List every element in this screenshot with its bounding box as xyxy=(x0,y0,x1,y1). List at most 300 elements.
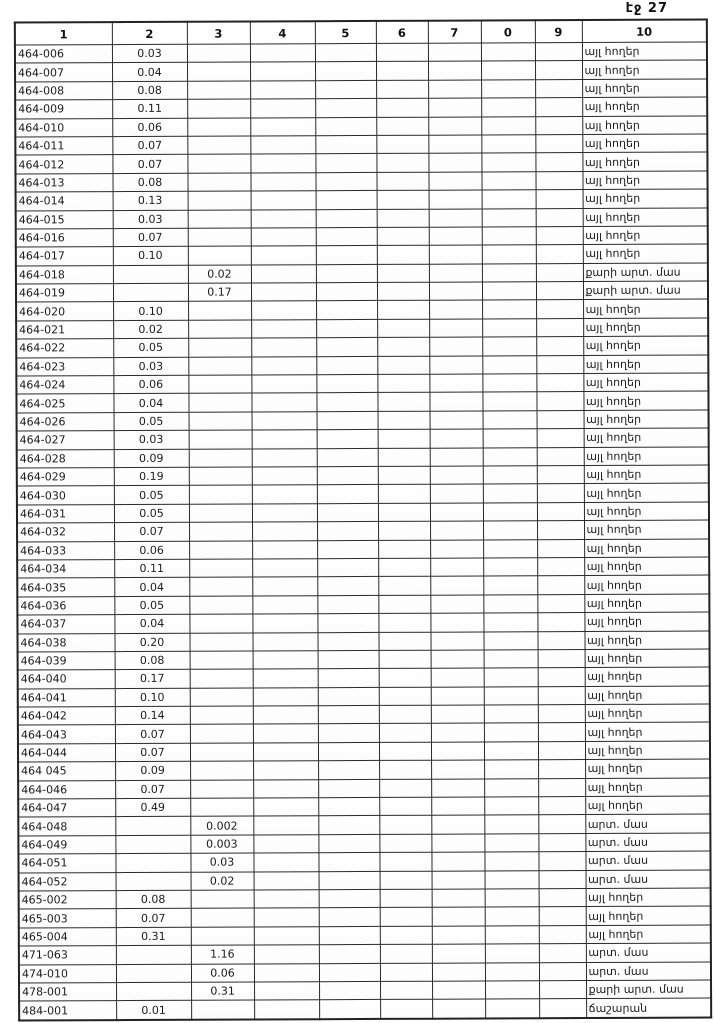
cell-empty-col8 xyxy=(483,539,537,558)
cell-area-col3 xyxy=(190,669,253,688)
cell-code: 464-041 xyxy=(18,688,115,707)
cell-empty-col8 xyxy=(481,43,535,62)
cell-empty-col7 xyxy=(431,668,484,687)
cell-empty-col8 xyxy=(483,466,537,485)
header-cell-col6: 6 xyxy=(376,21,428,44)
cell-note: այլ հողեր xyxy=(583,355,708,374)
cell-area-col3: 0.03 xyxy=(190,853,253,872)
cell-empty-col8 xyxy=(485,925,539,944)
cell-empty-col9 xyxy=(535,171,582,190)
cell-empty-col6 xyxy=(378,503,430,522)
cell-empty-col5 xyxy=(317,632,378,651)
cell-empty-col6 xyxy=(380,944,432,963)
cell-empty-col6 xyxy=(379,852,431,871)
cell-empty-col4 xyxy=(253,816,318,835)
cell-empty-col8 xyxy=(484,815,538,834)
cell-note: արտ. մաս xyxy=(586,943,711,962)
cell-empty-col8 xyxy=(483,558,537,577)
cell-empty-col9 xyxy=(536,263,583,282)
cell-empty-col8 xyxy=(482,263,536,282)
cell-empty-col4 xyxy=(251,356,316,375)
cell-area-col2 xyxy=(116,964,191,983)
cell-area-col3 xyxy=(187,173,250,192)
cell-empty-col7 xyxy=(429,392,482,411)
cell-area-col3 xyxy=(189,504,252,523)
cell-empty-col6 xyxy=(378,429,430,448)
cell-empty-col9 xyxy=(535,43,582,62)
cell-note: այլ հողեր xyxy=(584,447,709,466)
cell-empty-col5 xyxy=(316,319,377,338)
cell-empty-col6 xyxy=(379,705,431,724)
cell-empty-col9 xyxy=(536,226,583,245)
cell-empty-col6 xyxy=(377,301,429,320)
cell-empty-col8 xyxy=(484,705,538,724)
cell-area-col3 xyxy=(189,467,252,486)
cell-empty-col9 xyxy=(536,374,583,393)
cell-empty-col8 xyxy=(484,760,538,779)
cell-empty-col7 xyxy=(431,815,484,834)
cell-area-col2: 0.04 xyxy=(112,63,187,82)
cell-empty-col8 xyxy=(482,208,536,227)
cell-empty-col5 xyxy=(315,80,376,99)
cell-empty-col9 xyxy=(537,484,584,503)
cell-empty-col7 xyxy=(429,337,482,356)
cell-empty-col9 xyxy=(539,907,586,926)
cell-empty-col8 xyxy=(484,778,538,797)
cell-empty-col6 xyxy=(377,227,429,246)
cell-empty-col4 xyxy=(253,853,318,872)
cell-empty-col5 xyxy=(316,191,377,210)
cell-empty-col8 xyxy=(483,429,537,448)
cell-code: 464-036 xyxy=(17,596,114,615)
cell-empty-col9 xyxy=(535,79,582,98)
cell-note: այլ հողեր xyxy=(586,925,711,944)
cell-empty-col7 xyxy=(428,98,481,117)
cell-area-col3 xyxy=(188,357,251,376)
cell-code: 464-039 xyxy=(18,651,115,670)
cell-empty-col8 xyxy=(483,521,537,540)
cell-note: այլ հողեր xyxy=(582,152,707,171)
cell-empty-col7 xyxy=(428,172,481,191)
cell-area-col2: 0.20 xyxy=(114,633,189,652)
cell-area-col3 xyxy=(188,301,251,320)
cell-empty-col4 xyxy=(250,80,315,99)
cell-empty-col8 xyxy=(482,337,536,356)
cell-empty-col9 xyxy=(538,760,585,779)
cell-code: 464-024 xyxy=(16,376,113,395)
cell-area-col3 xyxy=(190,651,253,670)
cell-empty-col4 xyxy=(252,614,317,633)
cell-empty-col4 xyxy=(251,320,316,339)
cell-empty-col4 xyxy=(254,945,319,964)
cell-code: 464-019 xyxy=(16,284,113,303)
cell-area-col2: 0.14 xyxy=(115,706,190,725)
cell-area-col3: 0.02 xyxy=(188,265,251,284)
cell-code: 464-025 xyxy=(16,394,113,413)
cell-note: այլ հողեր xyxy=(585,686,710,705)
cell-area-col2 xyxy=(116,872,191,891)
cell-empty-col7 xyxy=(430,540,483,559)
cell-empty-col5 xyxy=(317,522,378,541)
cell-area-col3 xyxy=(189,614,252,633)
cell-empty-col5 xyxy=(318,797,379,816)
cell-note: այլ հողեր xyxy=(582,42,707,61)
cell-empty-col5 xyxy=(317,448,378,467)
cell-empty-col4 xyxy=(250,136,315,155)
cell-empty-col6 xyxy=(376,117,428,136)
cell-empty-col6 xyxy=(380,908,432,927)
cell-empty-col9 xyxy=(537,557,584,576)
cell-empty-col9 xyxy=(538,815,585,834)
cell-area-col3 xyxy=(188,191,251,210)
cell-area-col2 xyxy=(113,283,188,302)
cell-area-col3: 0.06 xyxy=(191,964,254,983)
cell-empty-col4 xyxy=(252,522,317,541)
cell-empty-col9 xyxy=(539,870,586,889)
cell-empty-col7 xyxy=(428,43,481,62)
cell-empty-col7 xyxy=(430,521,483,540)
cell-empty-col8 xyxy=(482,300,536,319)
cell-empty-col5 xyxy=(315,43,376,62)
cell-area-col3 xyxy=(190,780,253,799)
cell-empty-col4 xyxy=(252,503,317,522)
cell-area-col3 xyxy=(190,761,253,780)
cell-note: այլ հողեր xyxy=(584,502,709,521)
cell-empty-col9 xyxy=(537,576,584,595)
cell-empty-col6 xyxy=(376,172,428,191)
cell-empty-col8 xyxy=(481,135,535,154)
cell-area-col2 xyxy=(113,265,188,284)
cell-area-col2: 0.08 xyxy=(115,651,190,670)
cell-empty-col6 xyxy=(380,1000,432,1019)
cell-area-col2: 0.05 xyxy=(113,339,188,358)
cell-area-col2: 0.04 xyxy=(114,614,189,633)
cell-code: 464-018 xyxy=(16,265,113,284)
cell-code: 464-049 xyxy=(18,835,115,854)
cell-empty-col6 xyxy=(379,724,431,743)
cell-area-col2: 0.04 xyxy=(114,578,189,597)
cell-code: 464-026 xyxy=(17,412,114,431)
cell-empty-col5 xyxy=(317,577,378,596)
cell-note: արտ. մաս xyxy=(586,962,711,981)
cell-empty-col7 xyxy=(431,687,484,706)
cell-code: 464-006 xyxy=(15,45,112,64)
cell-area-col2: 0.06 xyxy=(112,118,187,137)
cell-area-col3 xyxy=(189,596,252,615)
cell-area-col3 xyxy=(190,724,253,743)
cell-empty-col4 xyxy=(250,172,315,191)
cell-area-col2: 0.03 xyxy=(113,210,188,229)
cell-area-col2: 0.11 xyxy=(114,559,189,578)
cell-empty-col6 xyxy=(377,190,429,209)
cell-code: 464-021 xyxy=(16,320,113,339)
cell-empty-col9 xyxy=(537,466,584,485)
cell-empty-col5 xyxy=(318,761,379,780)
cell-area-col3 xyxy=(187,81,250,100)
cell-empty-col6 xyxy=(376,80,428,99)
cell-note: այլ հողեր xyxy=(583,208,708,227)
cell-note: այլ հողեր xyxy=(585,722,710,741)
cell-area-col2: 0.01 xyxy=(116,1001,191,1020)
cell-area-col2: 0.10 xyxy=(113,247,188,266)
header-cell-col9: 9 xyxy=(535,20,582,43)
header-cell-col5: 5 xyxy=(315,21,376,44)
cell-empty-col8 xyxy=(481,116,535,135)
cell-area-col2: 0.08 xyxy=(112,173,187,192)
cell-code: 464-011 xyxy=(15,137,112,156)
cell-empty-col5 xyxy=(317,503,378,522)
cell-empty-col9 xyxy=(539,925,586,944)
cell-empty-col5 xyxy=(317,411,378,430)
cell-code: 464-042 xyxy=(18,707,115,726)
cell-note: այլ հողեր xyxy=(584,557,709,576)
cell-area-col2: 0.11 xyxy=(112,99,187,118)
cell-area-col2: 0.03 xyxy=(114,430,189,449)
cell-note: այլ հողեր xyxy=(585,704,710,723)
cell-empty-col4 xyxy=(252,632,317,651)
cell-empty-col7 xyxy=(428,61,481,80)
cell-empty-col4 xyxy=(252,577,317,596)
cell-empty-col8 xyxy=(483,613,537,632)
cell-empty-col4 xyxy=(251,283,316,302)
cell-empty-col6 xyxy=(376,135,428,154)
cell-area-col3 xyxy=(190,706,253,725)
cell-empty-col7 xyxy=(431,834,484,853)
header-cell-col1: 1 xyxy=(15,22,112,45)
header-cell-col10: 10 xyxy=(582,19,707,42)
cell-code: 484-001 xyxy=(19,1001,116,1020)
cell-empty-col9 xyxy=(539,999,586,1018)
cell-empty-col5 xyxy=(319,945,380,964)
cell-code: 464-008 xyxy=(15,81,112,100)
cell-area-col3: 0.17 xyxy=(188,283,251,302)
cell-note: այլ հողեր xyxy=(583,226,708,245)
cell-empty-col8 xyxy=(482,190,536,209)
header-row xyxy=(15,19,707,45)
cell-code: 464-020 xyxy=(16,302,113,321)
cell-area-col2 xyxy=(115,817,190,836)
cell-empty-col6 xyxy=(379,668,431,687)
cell-code: 464-048 xyxy=(18,817,115,836)
cell-area-col2: 0.10 xyxy=(113,302,188,321)
cell-empty-col7 xyxy=(431,760,484,779)
cell-area-col3 xyxy=(189,522,252,541)
cell-area-col3: 0.003 xyxy=(190,835,253,854)
cell-empty-col9 xyxy=(538,723,585,742)
cell-empty-col8 xyxy=(484,834,538,853)
cell-empty-col8 xyxy=(485,889,539,908)
cell-empty-col4 xyxy=(251,301,316,320)
header-cell-col4: 4 xyxy=(250,21,315,44)
cell-empty-col6 xyxy=(380,981,432,1000)
header-cell-col7: 7 xyxy=(428,20,481,43)
cell-code: 464-014 xyxy=(16,192,113,211)
cell-empty-col6 xyxy=(378,448,430,467)
cell-empty-col7 xyxy=(432,926,485,945)
cell-empty-col7 xyxy=(431,723,484,742)
cell-empty-col9 xyxy=(535,134,582,153)
page-number: էջ 27 xyxy=(625,1,668,16)
cell-area-col3 xyxy=(187,62,250,81)
cell-empty-col5 xyxy=(318,779,379,798)
cell-empty-col9 xyxy=(536,245,583,264)
cell-empty-col4 xyxy=(252,467,317,486)
cell-note: այլ հողեր xyxy=(584,612,709,631)
cell-empty-col8 xyxy=(484,650,538,669)
cell-empty-col5 xyxy=(318,650,379,669)
cell-code: 464-007 xyxy=(15,63,112,82)
cell-empty-col9 xyxy=(536,355,583,374)
cell-empty-col8 xyxy=(485,907,539,926)
cell-empty-col9 xyxy=(536,190,583,209)
cell-empty-col6 xyxy=(379,687,431,706)
cell-empty-col4 xyxy=(250,117,315,136)
cell-empty-col4 xyxy=(250,62,315,81)
cell-note: քարի արտ. մաս xyxy=(583,263,708,282)
cell-empty-col4 xyxy=(253,724,318,743)
cell-empty-col9 xyxy=(539,962,586,981)
cell-code: 464-015 xyxy=(16,210,113,229)
cell-empty-col6 xyxy=(378,466,430,485)
cell-area-col3: 0.02 xyxy=(191,872,254,891)
cell-empty-col5 xyxy=(319,926,380,945)
cell-note: այլ հողեր xyxy=(583,373,708,392)
cell-empty-col4 xyxy=(250,99,315,118)
cell-code: 464-044 xyxy=(18,743,115,762)
cell-empty-col7 xyxy=(428,153,481,172)
cell-empty-col8 xyxy=(485,981,539,1000)
cell-note: այլ հողեր xyxy=(584,630,709,649)
cell-area-col2: 0.10 xyxy=(115,688,190,707)
cell-empty-col4 xyxy=(251,246,316,265)
cell-empty-col5 xyxy=(315,99,376,118)
cell-empty-col9 xyxy=(537,631,584,650)
cell-empty-col6 xyxy=(380,963,432,982)
cell-empty-col6 xyxy=(378,613,430,632)
cell-note: այլ հողեր xyxy=(585,778,710,797)
cell-note: այլ հողեր xyxy=(585,667,710,686)
cell-area-col3 xyxy=(189,412,252,431)
cell-area-col2: 0.07 xyxy=(115,725,190,744)
cell-empty-col4 xyxy=(250,154,315,173)
cell-empty-col6 xyxy=(378,577,430,596)
cell-code: 464-022 xyxy=(16,339,113,358)
cell-empty-col9 xyxy=(538,705,585,724)
cell-empty-col5 xyxy=(316,209,377,228)
cell-empty-col9 xyxy=(537,539,584,558)
cell-area-col3 xyxy=(188,320,251,339)
cell-empty-col5 xyxy=(315,135,376,154)
cell-note: այլ հողեր xyxy=(585,741,710,760)
cell-empty-col4 xyxy=(254,871,319,890)
cell-code: 464-043 xyxy=(18,725,115,744)
cell-note: այլ հողեր xyxy=(582,116,707,135)
cell-empty-col6 xyxy=(377,337,429,356)
cell-empty-col5 xyxy=(315,172,376,191)
cell-code: 464-051 xyxy=(18,854,115,873)
cell-area-col2 xyxy=(115,853,190,872)
cell-empty-col4 xyxy=(252,559,317,578)
cell-area-col3 xyxy=(190,688,253,707)
cell-empty-col7 xyxy=(430,558,483,577)
cell-empty-col7 xyxy=(429,227,482,246)
cell-code: 464-035 xyxy=(17,578,114,597)
header-cell-col2: 2 xyxy=(112,22,187,45)
cell-empty-col5 xyxy=(318,742,379,761)
cell-empty-col6 xyxy=(379,650,431,669)
cell-code: 464-013 xyxy=(15,173,112,192)
cell-empty-col9 xyxy=(537,502,584,521)
cell-empty-col9 xyxy=(536,300,583,319)
cell-empty-col9 xyxy=(538,852,585,871)
cell-code: 465-004 xyxy=(19,927,116,946)
cell-empty-col5 xyxy=(316,227,377,246)
cell-empty-col6 xyxy=(376,98,428,117)
cell-code: 478-001 xyxy=(19,983,116,1002)
cell-area-col2: 0.05 xyxy=(114,412,189,431)
cell-empty-col8 xyxy=(484,797,538,816)
cell-empty-col6 xyxy=(378,632,430,651)
cell-note: այլ հողեր xyxy=(585,796,710,815)
cell-area-col3: 1.16 xyxy=(191,945,254,964)
cell-empty-col9 xyxy=(538,741,585,760)
cell-empty-col6 xyxy=(380,889,432,908)
cell-note: այլ հողեր xyxy=(582,134,707,153)
cell-empty-col7 xyxy=(432,944,485,963)
cell-empty-col9 xyxy=(537,594,584,613)
cell-area-col3: 0.31 xyxy=(191,982,254,1001)
cell-empty-col5 xyxy=(316,374,377,393)
cell-empty-col6 xyxy=(378,595,430,614)
cell-empty-col8 xyxy=(481,153,535,172)
cell-empty-col7 xyxy=(432,999,485,1018)
cell-empty-col8 xyxy=(482,245,536,264)
cell-area-col3 xyxy=(187,44,250,63)
cell-empty-col9 xyxy=(536,282,583,301)
cell-area-col2: 0.07 xyxy=(114,522,189,541)
cell-note: այլ հողեր xyxy=(584,483,709,502)
cell-empty-col7 xyxy=(432,963,485,982)
cell-area-col3 xyxy=(189,559,252,578)
cell-empty-col8 xyxy=(481,171,535,190)
cell-area-col2: 0.49 xyxy=(115,798,190,817)
cell-empty-col6 xyxy=(377,374,429,393)
cell-note: այլ հողեր xyxy=(582,60,707,79)
cell-empty-col4 xyxy=(251,264,316,283)
cell-area-col3 xyxy=(190,743,253,762)
cell-empty-col6 xyxy=(377,319,429,338)
cell-empty-col8 xyxy=(483,631,537,650)
cell-empty-col8 xyxy=(482,227,536,246)
cell-empty-col4 xyxy=(254,982,319,1001)
cell-empty-col7 xyxy=(431,797,484,816)
cell-empty-col7 xyxy=(430,631,483,650)
cell-empty-col8 xyxy=(484,852,538,871)
cell-code: 464-027 xyxy=(17,431,114,450)
cell-note: այլ հողեր xyxy=(582,79,707,98)
cell-empty-col5 xyxy=(317,466,378,485)
header-cell-col8: 0 xyxy=(481,20,535,43)
cell-empty-col9 xyxy=(537,429,584,448)
cell-empty-col8 xyxy=(482,374,536,393)
cell-empty-col4 xyxy=(254,890,319,909)
cell-empty-col8 xyxy=(481,61,535,80)
cell-area-col2: 0.05 xyxy=(114,504,189,523)
cell-note: այլ հողեր xyxy=(583,299,708,318)
cell-empty-col9 xyxy=(535,98,582,117)
cell-note: այլ հողեր xyxy=(583,391,708,410)
cell-empty-col7 xyxy=(428,117,481,136)
